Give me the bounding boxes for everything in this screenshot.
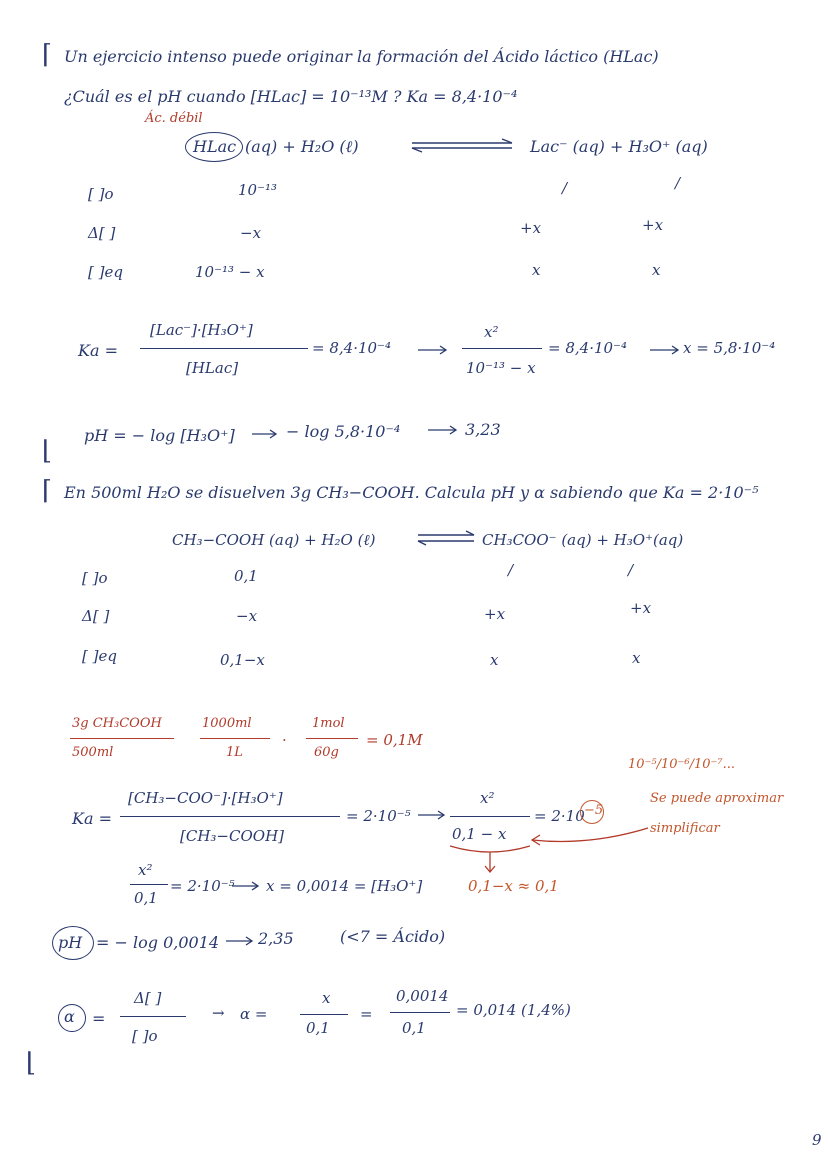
alpha-arrow: →: [212, 1004, 225, 1022]
alpha-denominator: [ ]o: [132, 1027, 158, 1045]
ex2-h3o-change: +x: [630, 599, 652, 617]
alpha-numerator-2: 0,0014: [396, 987, 449, 1005]
ex1-x-denominator: 10⁻¹³ − x: [466, 359, 536, 377]
ex2-ph-label: pH: [58, 933, 83, 952]
approx-underline: [450, 846, 530, 872]
approx-note-line2: Se puede aproximar: [650, 791, 784, 806]
ex1-acid-change: −x: [240, 224, 262, 242]
ex1-row-initial: [ ]o: [88, 185, 114, 203]
approx-note-powers: 10⁻⁵/10⁻⁶/10⁻⁷...: [628, 757, 736, 772]
alpha-equals: =: [92, 1009, 106, 1028]
weak-acid-note: Ác. débil: [145, 111, 203, 126]
section-bracket-close-2: ⌊: [26, 1048, 37, 1078]
alpha-numerator: Δ[ ]: [134, 989, 162, 1007]
ex2-h3o-initial: /: [628, 561, 634, 579]
ex1-acid-initial: 10⁻¹³: [238, 181, 278, 199]
alpha-denominator-2: 0,1: [402, 1019, 426, 1037]
ex1-ph-formula: pH = − log [H₃O⁺]: [84, 426, 235, 445]
ex1-ka-numerator: [Lac⁻]·[H₃O⁺]: [150, 321, 253, 339]
ex2-h3o-eq: x: [632, 649, 641, 667]
molarity-d1: 500ml: [72, 745, 114, 760]
section-bracket-close: ⌊: [42, 436, 53, 466]
ex2-ka-arrow: [418, 811, 444, 819]
molarity-n1: 3g CH₃COOH: [72, 716, 162, 731]
ex1-acid-eq: 10⁻¹³ − x: [195, 263, 265, 281]
ex1-anion-eq: x: [532, 261, 541, 279]
ex2-simp-result: x = 0,0014 = [H₃O⁺]: [266, 877, 423, 895]
ex2-simp-equation: = 2·10⁻⁵: [170, 877, 235, 895]
ex2-anion-change: +x: [484, 605, 506, 623]
ex1-h3o-eq: x: [652, 261, 661, 279]
ex2-ka-label: Ka =: [72, 809, 112, 828]
ex2-anion-eq: x: [490, 651, 499, 669]
ex1-ka-label: Ka =: [78, 341, 118, 360]
ex2-simp-denominator: 0,1: [134, 889, 158, 907]
molarity-n2: 1000ml: [202, 716, 252, 731]
ex2-ka-value: = 2·10⁻⁵: [346, 807, 411, 825]
ex2-approximation: 0,1−x ≈ 0,1: [468, 877, 559, 895]
molarity-n3: 1mol: [312, 716, 345, 731]
ex1-anion-initial: /: [562, 179, 568, 197]
ex1-statement-line1: Un ejercicio intenso puede originar la formación del Ácido láctico (HLac): [64, 47, 659, 66]
ex2-acid-initial: 0,1: [234, 567, 258, 585]
ex1-ka-value-2: = 8,4·10⁻⁴: [548, 339, 627, 357]
alpha-x: x: [322, 989, 331, 1007]
ex1-acid-label: HLac: [193, 137, 237, 156]
molarity-dot: ·: [282, 731, 287, 749]
molarity-d3: 60g: [314, 745, 339, 760]
ex1-row-equilibrium: [ ]eq: [88, 263, 123, 281]
ex2-ka-denominator: [CH₃−COOH]: [180, 827, 284, 845]
ex2-ph-formula: = − log 0,0014: [96, 933, 220, 952]
ex1-equation-right: Lac⁻ (aq) + H₃O⁺ (aq): [530, 137, 708, 156]
approx-note-line3: simplificar: [650, 821, 720, 836]
ex2-x-denominator: 0,1 − x: [452, 825, 507, 843]
alpha-label: α: [64, 1007, 75, 1026]
molarity-result: = 0,1M: [366, 731, 423, 749]
ex1-x-result: x = 5,8·10⁻⁴: [683, 339, 776, 357]
page-number: 9: [812, 1131, 822, 1149]
ex2-ka-exponent: −5: [584, 803, 604, 818]
alpha-equation: α =: [240, 1005, 268, 1023]
alpha-x-denominator: 0,1: [306, 1019, 330, 1037]
ex2-equilibrium-arrow: [418, 531, 474, 545]
ex2-anion-initial: /: [508, 561, 514, 579]
ex1-equilibrium-arrow: [412, 139, 512, 152]
ex2-row-initial: [ ]o: [82, 569, 108, 587]
ex1-h3o-initial: /: [675, 174, 681, 192]
ex1-equation-left: (aq) + H₂O (ℓ): [245, 137, 359, 156]
ex1-ph-value: 3,23: [465, 420, 501, 439]
ex1-arrow-1: [418, 346, 446, 354]
ex2-equation-right: CH₃COO⁻ (aq) + H₃O⁺(aq): [482, 531, 684, 549]
ex2-row-equilibrium: [ ]eq: [82, 647, 117, 665]
molarity-d2: 1L: [226, 745, 243, 760]
ex1-h3o-change: +x: [642, 216, 664, 234]
ex2-row-change: Δ[ ]: [82, 607, 110, 625]
section-bracket-open: ⌈: [42, 40, 53, 70]
alpha-equals-2: =: [360, 1005, 373, 1023]
ex2-ka-value-2: = 2·10: [534, 807, 585, 825]
ex1-statement-line2: ¿Cuál es el pH cuando [HLac] = 10⁻¹³M ? Ka = 8,4·10⁻⁴: [64, 87, 518, 106]
ex2-ph-arrow: [226, 937, 252, 945]
ex2-ka-numerator: [CH₃−COO⁻]·[H₃O⁺]: [128, 789, 283, 807]
ex2-x-squared: x²: [480, 789, 495, 807]
ex1-arrow-2: [650, 346, 678, 354]
ex2-ph-note: (<7 = Ácido): [340, 927, 446, 946]
ex2-statement: En 500ml H₂O se disuelven 3g CH₃−COOH. Calcula pH y α sabiendo que Ka = 2·10⁻⁵: [64, 483, 759, 502]
ex1-ka-value: = 8,4·10⁻⁴: [312, 339, 391, 357]
ex1-row-change: Δ[ ]: [88, 224, 116, 242]
ex2-equation-left: CH₃−COOH (aq) + H₂O (ℓ): [172, 531, 376, 549]
section-bracket-open-2: ⌈: [42, 476, 53, 506]
ex2-acid-change: −x: [236, 607, 258, 625]
ex2-ph-value: 2,35: [258, 929, 294, 948]
ex1-anion-change: +x: [520, 219, 542, 237]
alpha-result: = 0,014 (1,4%): [456, 1001, 571, 1019]
ex1-ka-denominator: [HLac]: [186, 359, 239, 377]
ex1-x-squared: x²: [484, 323, 499, 341]
ex2-simp-x-squared: x²: [138, 861, 153, 879]
ex2-acid-eq: 0,1−x: [220, 651, 265, 669]
approx-note-arrow: [532, 828, 648, 845]
ex1-ph-log: − log 5,8·10⁻⁴: [286, 422, 401, 441]
ex1-arrow-4: [428, 426, 456, 434]
ex1-arrow-3: [252, 430, 276, 438]
ex2-simp-arrow: [232, 882, 258, 890]
